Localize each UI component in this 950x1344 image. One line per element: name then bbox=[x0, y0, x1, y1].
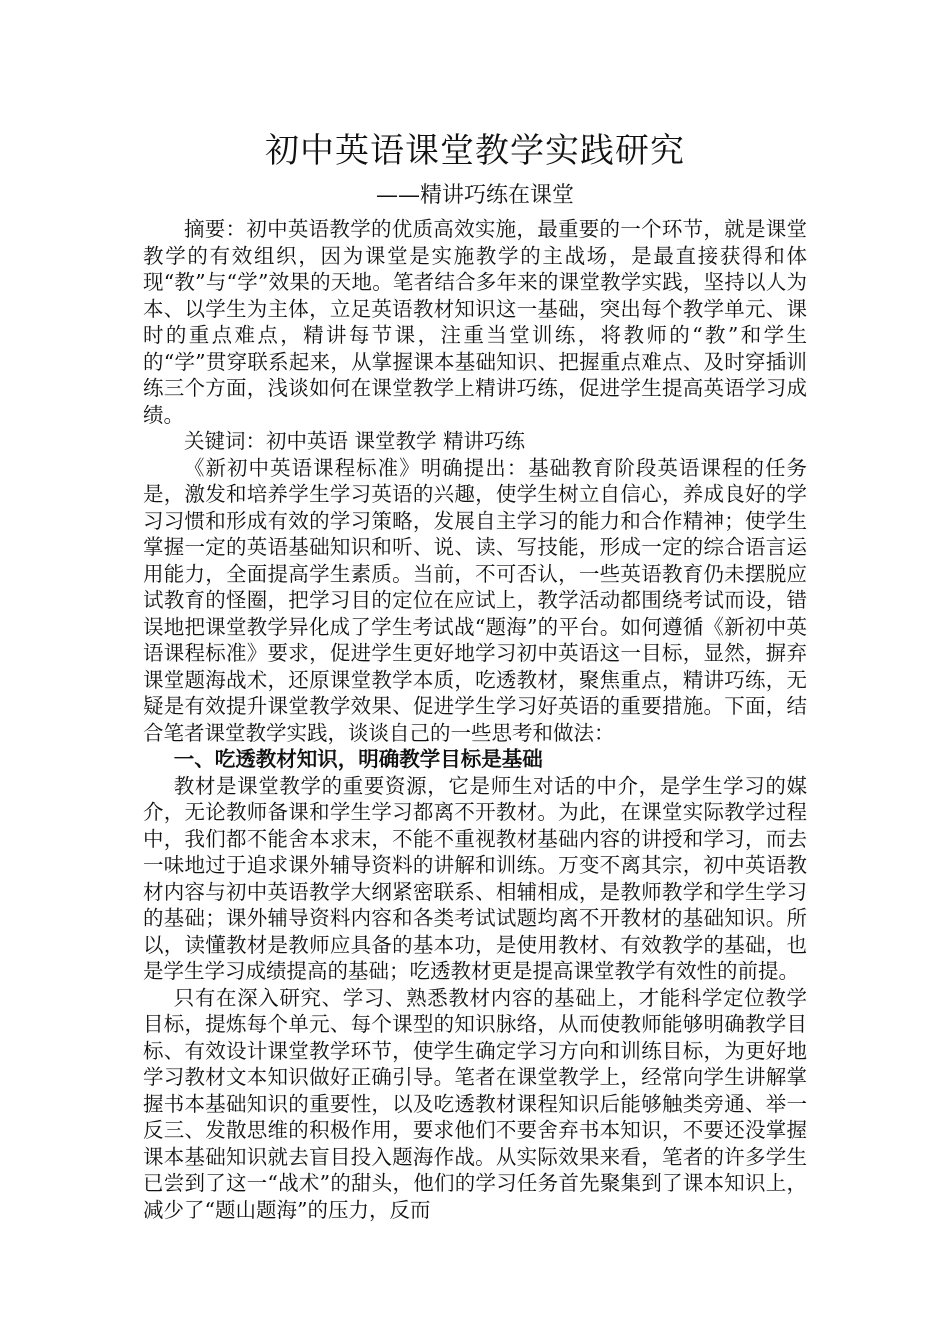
keywords-line: 关键词：初中英语 课堂教学 精讲巧练 bbox=[184, 429, 526, 453]
document-subtitle: ——精讲巧练在课堂 bbox=[375, 183, 574, 208]
body-paragraph: 教材是课堂教学的重要资源，它是师生对话的中介，是学生学习的媒介，无论教师备课和学生学习都离不开教材。为此，在课堂实际教学过程中，我们都不能舍本求末，不能不重视教材基础内容的讲授和学习，而去一味地过于追求课外辅导资料的讲解和训练。万变不离其宗，初中英语教材内容与初中英语教学大纲紧密联系、相辅相成，是教师教学和学生学习的基础；课外辅导资料内容和各类考试试题均离不开教材的基础知识。所以，读懂教材是教师应具备的基本功，是使用教材、有效教学的基础，也是学生学习成绩提高的基础；吃透教材更是提高课堂教学有效性的前提。 bbox=[143, 773, 807, 983]
body-paragraph: 只有在深入研究、学习、熟悉教材内容的基础上，才能科学定位教学目标，提炼每个单元、每个课型的知识脉络，从而使教师能够明确教学目标、有效设计课堂教学环节，使学生确定学习方向和训练目标，为更好地学习教材文本知识做好正确引导。笔者在课堂教学上，经常向学生讲解掌握书本基础知识的重要性，以及吃透教材课程知识后能够触类旁通、举一反三、发散思维的积极作用，要求他们不要舍弃书本知识，不要还没掌握课本基础知识就去盲目投入题海作战。从实际效果来看，笔者的许多学生已尝到了这一“战术”的甜头，他们的学习任务首先聚集到了课本知识上，减少了“题山题海”的压力，反而 bbox=[143, 985, 807, 1222]
intro-paragraph: 《新初中英语课程标准》明确提出：基础教育阶段英语课程的任务是，激发和培养学生学习英语的兴趣，使学生树立自信心，养成良好的学习习惯和形成有效的学习策略，发展自主学习的能力和合作精神；使学生掌握一定的英语基础知识和听、说、读、写技能，形成一定的综合语言运用能力，全面提高学生素质。当前，不可否认，一些英语教育仍未摆脱应试教育的怪圈，把学习目的定位在应试上，教学活动都围绕考试而设，错误地把课堂教学异化成了学生考试战“题海”的平台。如何遵循《新初中英语课程标准》要求，促进学生更好地学习初中英语这一目标，显然，摒弃课堂题海战术，还原课堂教学本质，吃透教材，聚焦重点，精讲巧练，无疑是有效提升课堂教学效果、促进学生学习好英语的重要措施。下面，结合笔者课堂教学实践，谈谈自己的一些思考和做法： bbox=[143, 455, 807, 745]
document-title: 初中英语课堂教学实践研究 bbox=[265, 131, 685, 171]
document-page bbox=[143, 128, 807, 1223]
section-heading: 一、吃透教材知识，明确教学目标是基础 bbox=[173, 747, 543, 771]
abstract-paragraph: 摘要：初中英语教学的优质高效实施，最重要的一个环节，就是课堂教学的有效组织，因为课堂是实施教学的主战场，是最直接获得和体现“教”与“学”效果的天地。笔者结合多年来的课堂教学实践，坚持以人为本、以学生为主体，立足英语教材知识这一基础，突出每个教学单元、课时的重点难点，精讲每节课，注重当堂训练，将教师的“教”和学生的“学”贯穿联系起来，从掌握课本基础知识、把握重点难点、及时穿插训练三个方面，浅谈如何在课堂教学上精讲巧练，促进学生提高英语学习成绩。 bbox=[143, 217, 807, 427]
